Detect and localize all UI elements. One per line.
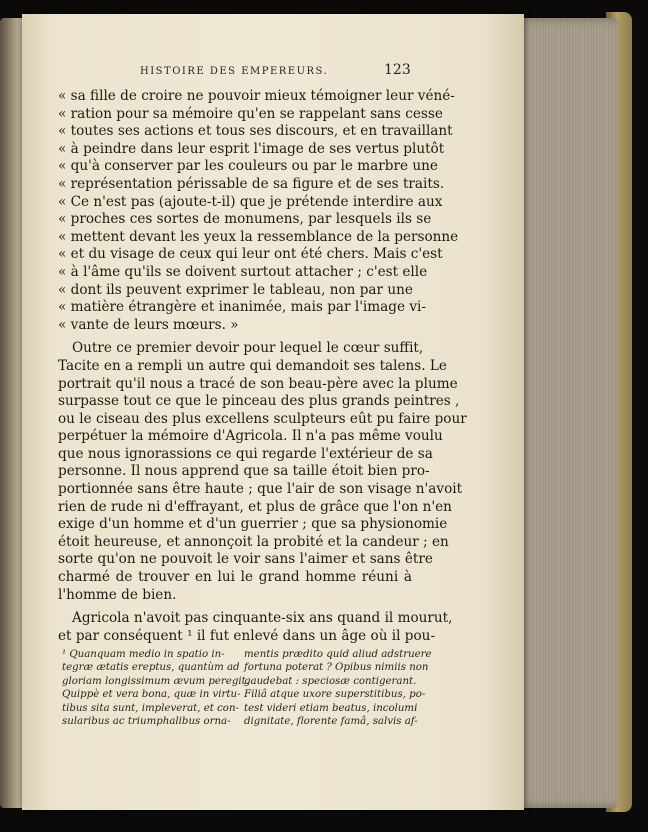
text-line: « à l'âme qu'ils se doivent surtout attacher ; c'est elle [58,263,428,280]
running-title: HISTOIRE DES EMPEREURS. [140,66,329,77]
footnote-line: mentis prædito quid aliud adstruere [244,649,432,660]
text-line: « mettent devant les yeux la ressemblance de la personne [58,228,459,245]
text-line: « dont ils peuvent exprimer le tableau, non par une [58,281,413,298]
text-line: charmé de trouver en lui le grand homme réuni à [58,569,412,586]
text-line: portionnée sans être haute ; que l'air de son visage n'avoit [58,481,463,498]
text-line: surpasse tout ce que le pinceau des plus grands peintres , [58,393,460,410]
text-line: Agricola n'avoit pas cinquante-six ans quand il mourut, [72,610,453,627]
footnote-line: tegræ ætatis ereptus, quantùm ad [62,662,240,674]
footnote-line: ¹ Quanquam medio in spatio in- [62,649,225,660]
text-line: « proches ces sortes de monumens, par lesquels ils se [58,211,432,228]
text-line: exige d'un homme et d'un guerrier ; que sa physionomie [58,516,448,533]
page-number: 123 [384,62,411,78]
previous-page-edge [0,18,24,808]
text-line: personne. Il nous apprend que sa taille étoit bien pro- [58,463,430,480]
text-line: « ration pour sa mémoire qu'en se rappelant sans cesse [58,105,443,122]
text-line: rien de rude ni d'effrayant, et plus de grâce que l'on n'en [58,498,452,515]
text-line: Outre ce premier devoir pour lequel le cœur suffit, [72,340,424,357]
body-text [58,88,467,645]
footnote-line: tibus sita sunt, impleverat, et con- [62,702,239,714]
text-line: l'homme de bien. [58,586,177,603]
text-line: étoit heureuse, et annonçoit la probité et la candeur ; en [58,533,449,550]
footnote-column-right [244,648,432,728]
text-line: « vante de leurs mœurs. » [58,316,239,333]
text-line: « Ce n'est pas (ajoute-t-il) que je prétende interdire aux [58,193,443,210]
footnote-line: gaudebat : speciosæ contigerant. [244,675,417,687]
text-line: « sa fille de croire ne pouvoir mieux témoigner leur véné- [58,88,455,104]
text-line: « qu'à conserver par les couleurs ou par le marbre une [58,158,438,175]
text-line: et par conséquent ¹ il fut enlevé dans un âge où il pou- [58,627,436,644]
text-line: sorte qu'on ne pouvoit le voir sans l'aimer et sans être [58,551,433,568]
footnote-line: dignitate, florente famâ, salvis af- [244,715,418,727]
footnote-line: Quippè et vera bona, quæ in virtu- [62,689,241,701]
text-line: Tacite en a rempli un autre qui demandoit ses talens. Le [58,357,447,374]
text-line: « représentation périssable de sa figure et de ses traits. [58,175,445,192]
text-line: « toutes ses actions et tous ses discours, et en travaillant [58,123,453,140]
text-line: perpétuer la mémoire d'Agricola. Il n'a pas même voulu [58,428,443,445]
footnote-line: fortuna poterat ? Opibus nimiis non [244,662,429,674]
text-line: « à peindre dans leur esprit l'image de ses vertus plutôt [58,140,445,157]
footnote-line: Filiâ atque uxore superstitibus, po- [244,689,426,701]
text-line: « et du visage de ceux qui leur ont été chers. Mais c'est [58,246,443,263]
text-line: que nous ignorassions ce qui regarde l'extérieur de sa [58,445,433,462]
text-line: ou le ciseau des plus excellens sculpteurs eût pu faire pour [58,410,467,427]
footnote-line: sularibus ac triumphalibus orna- [62,715,231,727]
footnote-line: test videri etiam beatus, incolumi [244,702,418,714]
text-line: « matière étrangère et inanimée, mais par l'image vi- [58,299,426,316]
text-line: portrait qu'il nous a tracé de son beau-père avec la plume [58,375,458,392]
footnote-column-left [62,648,249,728]
page-block-fore-edge [512,18,618,808]
footnote-line: gloriam longissimum ævum peregit. [62,675,249,687]
